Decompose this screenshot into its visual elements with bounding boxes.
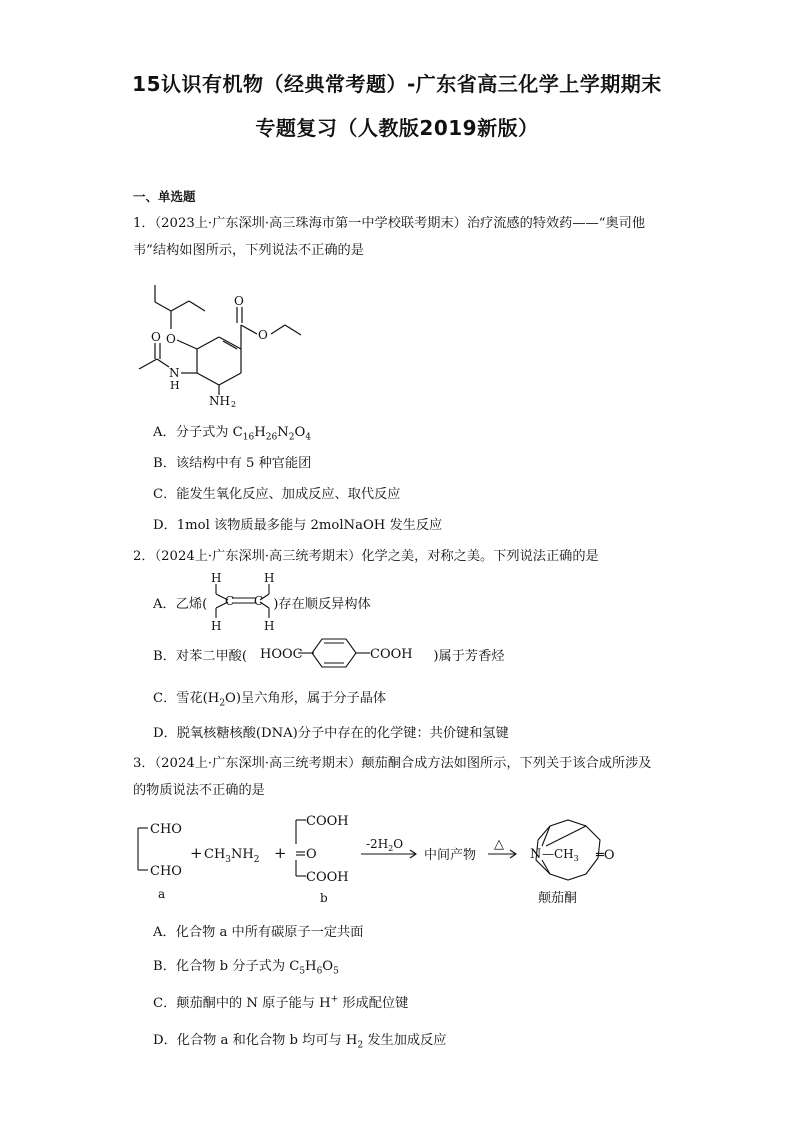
q2-option-c: C．雪花$(H_2O)$呈六角形，属于分子晶体 [153,691,387,709]
q3-option-d: D．化合物 a 和化合物 b 均可与 $H_2$ 发生加成反应 [153,1033,447,1051]
document-title-line2: 专题复习（人教版2019新版） [255,116,539,140]
ethylene-structure [206,570,286,632]
q1-option-d: D．1mol 该物质最多能与 2molNaOH 发生反应 [153,518,443,533]
carbon-label: C [225,594,235,608]
cooh-top-label: COOH [306,814,349,829]
hydrogen-label: H [264,619,275,632]
terephthalic-acid-structure [258,633,438,673]
question-3-stem: 3．（2024上·广东深圳·高三统考期末）颠茄酮合成方法如图所示，下列关于该合成所涉及的物质说法不正确的是 [133,756,652,798]
tropinone-label: 颠茄酮 [538,891,578,906]
carbon-label: C [254,594,264,608]
compound-a-label: a [158,887,166,901]
tropinone-synthesis-scheme [128,808,648,908]
q1-option-b: B．该结构中有 5 种官能团 [153,456,312,471]
cho-top-label: CHO [150,822,182,837]
document-title-line1: 15认识有机物（经典常考题）-广东省高三化学上学期期末 [132,72,662,96]
oxygen-label: O [234,294,244,308]
cho-bottom-label: CHO [150,864,182,879]
oxygen-label: O [258,328,268,342]
section-heading: 一、单选题 [133,189,196,204]
hydrogen-label: H [211,571,222,585]
q2-option-b: B．对苯二甲酸( )属于芳香烃 [153,649,505,664]
oseltamivir-structure [133,277,363,407]
oxygen-label: O [166,332,176,346]
q3-option-a: A．化合物 a 中所有碳原子一定共面 [153,925,364,940]
nitrogen-label: N [530,847,542,862]
cooh-left-label: HOOC [260,647,303,662]
hydrogen-label: H [264,571,275,585]
cooh-bottom-label: COOH [306,870,349,885]
plus-sign: + [190,844,203,862]
q1-option-c: C．能发生氧化反应、加成反应、取代反应 [153,487,401,502]
cooh-right-label: COOH [370,647,413,662]
methyl-label: $—CH_3$ [542,847,579,863]
question-1-stem: 1．（2023上·广东深圳·高三珠海市第一中学校联考期末）治疗流感的特效药——“奥司他韦”结构如图所示，下列说法不正确的是 [133,216,646,258]
q1-option-a: A．分子式为 $C_{16}H_{26}N_2O_4$ [153,425,311,443]
q2-option-a: A．乙烯( )存在顺反异构体 [153,597,371,612]
carbonyl-label: ═O [596,848,615,863]
q3-option-b: B．化合物 b 分子式为 $C_5H_6O_5$ [153,959,339,977]
q3-option-c: C．颠茄酮中的 N 原子能与 H+ 形成配位键 [153,994,409,1011]
question-2-stem: 2．（2024上·广东深圳·高三统考期末）化学之美，对称之美。下列说法正确的是 [133,549,599,564]
oxygen-label: O [151,330,161,344]
ketone-oxygen-label: O [306,847,317,862]
amine-label: NH [209,394,230,407]
hydrogen-label: H [170,379,180,392]
compound-b-label: b [320,891,328,905]
heat-symbol: △ [494,837,504,852]
intermediate-label: 中间产物 [424,848,477,863]
dehydration-condition: $-2H_2O$ [366,837,404,853]
nitrogen-label: N [169,366,180,380]
hydrogen-label: H [211,619,222,632]
q2-option-d: D．脱氧核糖核酸(DNA)分子中存在的化学键：共价键和氢键 [153,726,509,741]
plus-sign: + [274,844,287,862]
amine-subscript: 2 [231,400,237,407]
methylamine-label: $CH_3NH_2$ [204,847,260,865]
